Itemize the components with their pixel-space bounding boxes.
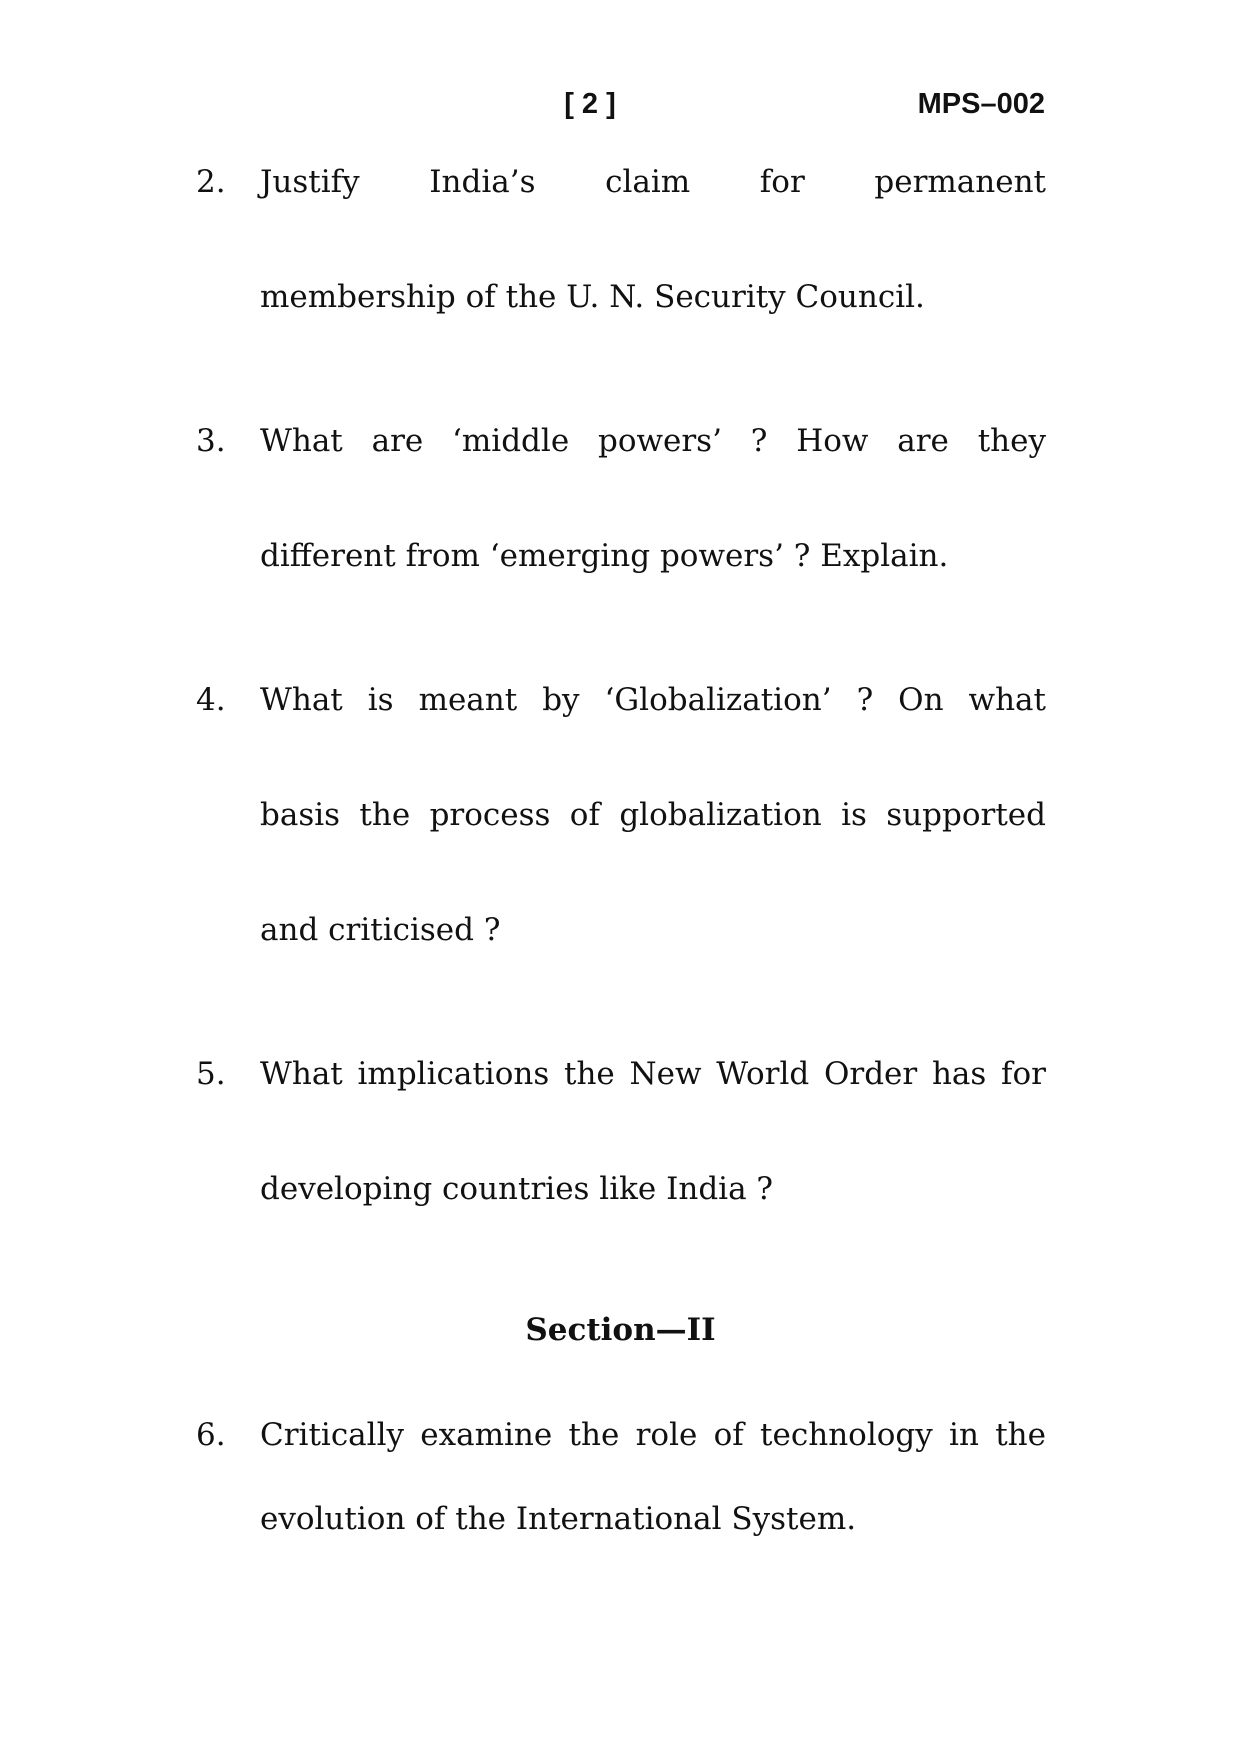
page-number: [ 2 ] [564, 88, 616, 120]
question-5 [196, 1017, 1046, 1247]
question-number: 3. [196, 423, 226, 459]
question-line: different from ‘emerging powers’ ? Explain. [260, 538, 949, 574]
question-line: What is meant by ‘Globalization’ ? On what [260, 682, 1046, 718]
question-line: evolution of the International System. [260, 1501, 857, 1537]
question-line: What implications the New World Order has for [260, 1056, 1046, 1092]
question-number: 2. [196, 164, 226, 200]
question-text [260, 643, 1046, 988]
question-line: basis the process of globalization is supported [260, 797, 1046, 833]
question-line: What are ‘middle powers’ ? How are they [260, 423, 1046, 459]
question-line: Justify India’s claim for permanent [260, 164, 1046, 200]
question-number: 4. [196, 682, 226, 718]
section-heading: Section—II [525, 1312, 716, 1348]
question-text [260, 1393, 1046, 1561]
question-line: membership of the U. N. Security Council. [260, 279, 925, 315]
question-number: 6. [196, 1417, 226, 1453]
question-line: and criticised ? [260, 912, 501, 948]
question-text [260, 1017, 1046, 1247]
question-line: developing countries like India ? [260, 1171, 774, 1207]
question-line: Critically examine the role of technology in the [260, 1417, 1046, 1453]
question-3 [196, 384, 1046, 614]
question-number: 5. [196, 1056, 226, 1092]
question-text [260, 384, 1046, 614]
paper-code: MPS–002 [917, 88, 1045, 120]
question-4 [196, 643, 1046, 988]
question-6 [196, 1393, 1046, 1561]
question-text [260, 125, 1046, 355]
question-2 [196, 125, 1046, 355]
